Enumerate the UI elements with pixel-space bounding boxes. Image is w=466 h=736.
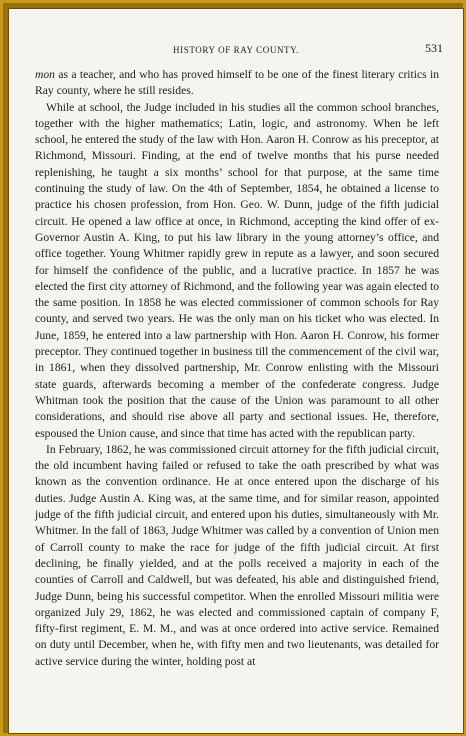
book-page <box>8 8 464 734</box>
paragraph-3: In February, 1862, he was commissioned circuit attorney for the fifth judicial circuit, the old incumbent having failed or refused to take the oath prescribed by what was known as the convention ordinance. He at once entered upon the discharge of his duties. Judge Austin A. King was, at the same time, and for similar reason, appointed judge of the fifth judicial circuit, and entered upon his duties, simultaneously with Mr. Whitmer. In the fall of 1863, Judge Whitmer was called by a convention of Union men of Carroll county to make the race for judge of the fifth judicial circuit. At first declining, he finally yielded, and at the polls received a majority in each of the counties of Carroll and Caldwell, but was defeated, his able and distinguished friend, Judge Dunn, being his successful competitor. When the enrolled Missouri militia were organized July 29, 1862, he was elected and commissioned captain of company F, fifty-first regiment, E. M. M., and was at once ordered into active service. Remained on duty until December, when he, with fifty men and two lieutenants, was detailed for active service during the winter, holding post at <box>35 442 439 668</box>
page-number: 531 <box>425 41 443 55</box>
paragraph-1 <box>35 67 439 100</box>
running-title: HISTORY OF RAY COUNTY. <box>173 45 299 55</box>
body-text <box>35 67 439 670</box>
paragraph-2: While at school, the Judge included in his studies all the common school branches, together with the higher mathematics; Latin, logic, and astronomy. When he left school, he entered the study of the law with Hon. Aaron H. Conrow as his preceptor, at Richmond, Missouri. Finding, at the end of twelve months that his purse needed replenishing, he taught a six months’ school for that purpose, at the same time continuing the study of law. On the 4th of September, 1854, he obtained a license to practice his chosen profession, from Hon. Geo. W. Dunn, judge of the fifth judicial circuit. He opened a law office at once, in Richmond, accepting the kind offer of ex-Governor Austin A. King, to put his law library in the young attorney’s office, and office together. Young Whitmer rapidly grew in repute as a lawyer, and soon secured for himself the confidence of the public, and a lucrative practice. In 1857 he was elected the first city attorney of Richmond, and the following year was again elected to the same position. In 1858 he was elected commissioner of common schools for Ray county, and served two years. He was the only man on his ticket who was elected. In June, 1859, he entered into a law partnership with Hon. Aaron H. Conrow, his former preceptor. They continued together in business till the commencement of the civil war, in 1861, when they dissolved partnership, Mr. Conrow enlisting with the Missouri state guards, afterwards becoming a member of the confederate congress. Judge Whitman took the position that the cause of the Union was paramount to all other considerations, and should rise above all party and sectional issues. He, therefore, espoused the Union cause, and since that time has acted with the republican party. <box>35 100 439 440</box>
paragraph-1-text: as a teacher, and who has proved himself to be one of the finest literary critics in Ray county, where he still resides. <box>35 68 439 98</box>
running-header <box>27 41 445 59</box>
paragraph-1-lead-word: mon <box>35 68 55 81</box>
